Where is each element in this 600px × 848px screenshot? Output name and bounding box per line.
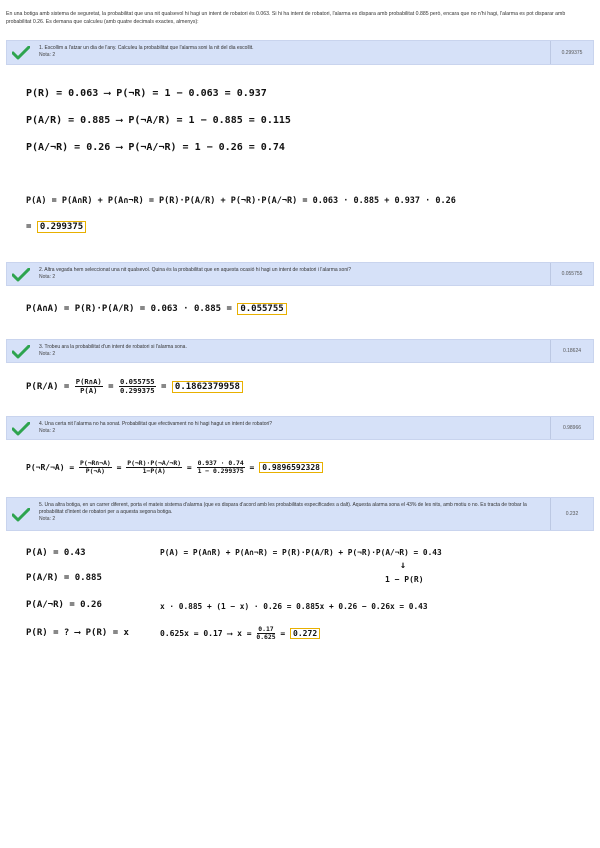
hw-q5-e: P(A) = P(A∩R) + P(A∩¬R) = P(R)·P(A/R) + P(¬R)·P(A/¬R) = 0.43: [160, 548, 442, 557]
hw-q5-c: P(A/¬R) = 0.26: [26, 600, 102, 610]
hw-q5-b: P(A/R) = 0.885: [26, 573, 102, 583]
fraction: [119, 378, 156, 395]
hw-q5-d: P(R) = ? ⟶ P(R) = x: [26, 628, 129, 638]
check-icon: [12, 268, 30, 282]
hw-line-2: P(A/R) = 0.885 ⟶ P(¬A/R) = 1 − 0.885 = 0.115: [26, 115, 291, 126]
question-text: 2. Altra vegada hem seleccionat una nit qualsevol. Quina és la probabilitat que en aquesta ocasió hi hagi un intent de robatori i l'alarma soni?: [39, 267, 351, 273]
equals-sign: =: [26, 222, 32, 232]
fraction: [126, 460, 182, 475]
check-icon: [12, 46, 30, 60]
question-grade: Nota: 2: [39, 52, 56, 58]
boxed-answer-5: 0.272: [290, 628, 320, 639]
hw-q5-h-text: 0.625x = 0.17 ⟶ x =: [160, 629, 252, 639]
numerator: P(¬R)·P(¬A/¬R): [127, 459, 182, 467]
question-3: [6, 339, 594, 363]
question-grade: Nota: 2: [39, 274, 56, 280]
boxed-answer-3: 0.1862379958: [172, 381, 243, 393]
hw-q4: P(¬R/¬A) = $\frac{P(\neg R\cap\neg A)}{P(\neg A)}$ = $\frac{P(\neg R)\cdot P(\neg A/\neg R)}{1-P(A)}$ = $\frac{0.937 \cdot 0.74}{1 - 0.299375}$ = 0.9896592328: [26, 460, 323, 475]
hw-q5-f: 1 − P(R): [385, 575, 424, 584]
denominator: P(¬A): [85, 467, 106, 476]
question-text: 5. Una altra botiga, en un carrer diferent, porta el mateix sistema d'alarma (que es dispara d'acord amb les probabilitats especificades a dalt). Aquesta alarma sona el 43% de les nits, amb motiu o no. Es tracta de trobar la probabilitat d'intent de robatori per a aquesta segona botiga.: [39, 502, 527, 515]
answer-field[interactable]: 0.232: [550, 498, 593, 530]
boxed-answer-4: 0.9896592328: [259, 462, 323, 473]
fraction: [79, 460, 112, 475]
question-5: [6, 497, 594, 531]
hw-line-3: P(A/¬R) = 0.26 ⟶ P(¬A/¬R) = 1 − 0.26 = 0.74: [26, 142, 285, 153]
numerator: P(R∩A): [75, 377, 102, 386]
denominator: P(A): [80, 385, 98, 395]
hw-line-4: P(A) = P(A∩R) + P(A∩¬R) = P(R)·P(A/R) + P(¬R)·P(A/¬R) = 0.063 · 0.885 + 0.937 · 0.26: [26, 196, 456, 206]
denominator: 1 − 0.299375: [197, 467, 244, 476]
numerator: 0.17: [258, 625, 274, 633]
hw-q3-lhs: P(R/A) =: [26, 381, 70, 392]
check-icon: [12, 422, 30, 436]
problem-statement: En una botiga amb sistema de seguretat, la probabilitat que una nit qualsevol hi hagi un intent de robatori és 0.063. Si hi ha intent de robatori, l'alarma es dispara amb probabilitat 0.885 però, encara que no n'hi hagi, l'alarma es pot disparar amb probabilitat 0.26. Es demana que calculeu (amb quatre decimals exactes, almenys):: [6, 11, 566, 25]
numerator: 0.937 · 0.74: [197, 459, 244, 467]
boxed-answer-2: 0.055755: [237, 303, 286, 315]
fraction: [75, 378, 103, 395]
question-grade: Nota: 2: [39, 428, 56, 434]
question-1: [6, 40, 594, 65]
boxed-answer-1: 0.299375: [37, 221, 86, 233]
hw-result-1: [26, 222, 86, 232]
answer-field[interactable]: 0.299375: [550, 41, 593, 64]
fraction: [256, 626, 275, 641]
hw-q5-h: 0.625x = 0.17 ⟶ x = $\frac{0.17}{0.625}$ = 0.272: [160, 626, 320, 641]
hw-q2: [26, 304, 287, 314]
numerator: P(¬R∩¬A): [80, 459, 111, 467]
denominator: 0.299375: [120, 385, 155, 395]
answer-field[interactable]: 0.055755: [550, 263, 593, 285]
hw-line-1: P(R) = 0.063 ⟶ P(¬R) = 1 − 0.063 = 0.937: [26, 88, 267, 99]
arrow-down-icon: ↓: [400, 560, 407, 571]
question-4: [6, 416, 594, 440]
question-text: 3. Trobeu ara la probabilitat d'un intent de robatori si l'alarma sona.: [39, 344, 187, 350]
question-text: 4. Una certa nit l'alarma no ha sonat. Probabilitat que efectivament no hi hagi hagut un intent de robatori?: [39, 421, 273, 427]
hw-q3: P(R/A) = $\frac{P(R\cap A)}{P(A)}$ = $\frac{0.055755}{0.299375}$ = 0.1862379958: [26, 378, 243, 395]
question-text: 1. Escollim a l'atzar un dia de l'any. Calculeu la probabilitat que l'alarma soni la nit del dia escollit.: [39, 45, 254, 51]
question-grade: Nota: 2: [39, 516, 56, 522]
hw-q5-a: P(A) = 0.43: [26, 548, 86, 558]
check-icon: [12, 345, 30, 359]
numerator: 0.055755: [120, 377, 155, 386]
hw-q2-line: P(A∩A) = P(R)·P(A/R) = 0.063 · 0.885 =: [26, 304, 232, 314]
hw-q4-lhs: P(¬R/¬A) =: [26, 463, 75, 473]
answer-field[interactable]: 0.18624: [550, 340, 593, 362]
fraction: [197, 460, 245, 475]
hw-q5-g: x · 0.885 + (1 − x) · 0.26 = 0.885x + 0.26 − 0.26x = 0.43: [160, 602, 428, 611]
question-2: [6, 262, 594, 286]
denominator: 1−P(A): [142, 467, 166, 476]
denominator: 0.625: [256, 633, 276, 642]
check-icon: [12, 508, 30, 522]
answer-field[interactable]: 0.98966: [550, 417, 593, 439]
question-grade: Nota: 2: [39, 351, 56, 357]
